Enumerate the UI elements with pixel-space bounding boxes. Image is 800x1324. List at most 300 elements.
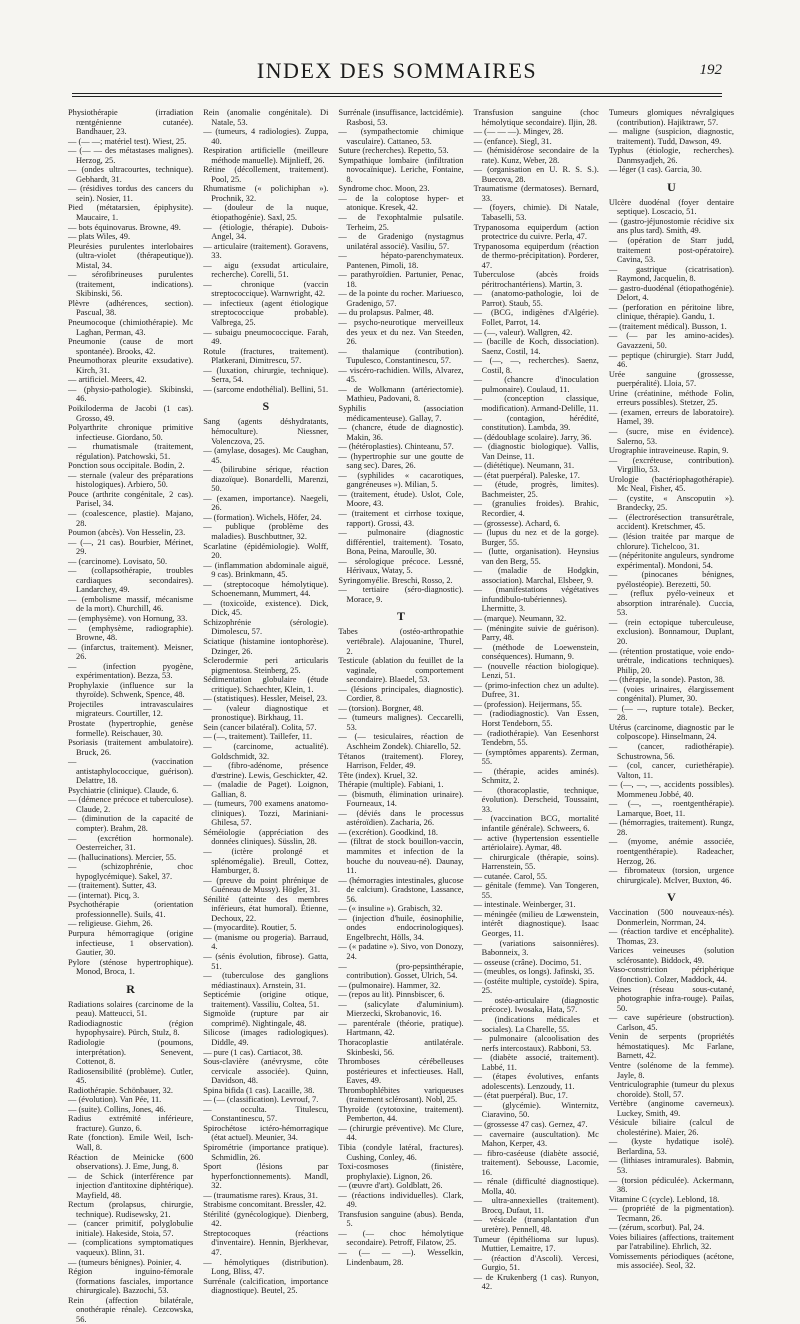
index-entry: — (marque). Neumann, 32.: [473, 613, 567, 623]
index-entry: Spirométrie (importance pratique). Schmidlin, 26.: [203, 1142, 329, 1162]
index-entry: Strabisme concomitant. Bressler, 42.: [203, 1200, 327, 1210]
index-entry: — (profession). Heijermans, 55.: [473, 699, 582, 709]
index-entry: — (hémorragies intestinales, glucose de calcium). Gradstone, Lassance, 56.: [338, 875, 464, 904]
index-entry: Prostate (hypertrophie, genèse formelle). Reischauer, 30.: [68, 719, 194, 738]
index-entry: — (cancer primitif, polyglobulie initiale). Hakeside, Stoia, 57.: [68, 1219, 194, 1238]
index-entry: — (infection pyogène, expérimentation). Bezza, 53.: [68, 661, 194, 681]
index-entry: Tuberculose (abcès froids péritrochantériens). Martin, 3.: [473, 270, 599, 289]
index-entry: — maligne (suspicion, diagnostic, traitement). Tudd, Dawson, 49.: [608, 127, 735, 146]
index-entry: — (chancre, étude de diagnostic). Makin, 36.: [338, 423, 464, 442]
page-number: 192: [699, 62, 722, 78]
index-entry: Pylore (sténose hypertrophique). Monod, Broca, 1.: [68, 957, 194, 977]
index-entry: Radiothérapie. Schönbauer, 32.: [68, 1085, 174, 1095]
index-entry: — (lithiases intramurales). Babmin, 53.: [608, 1156, 735, 1175]
index-entry: — (collapsothérapie, troubles cardiaques secondaires). Landarchey, 49.: [68, 566, 194, 595]
index-entry: Rate (fonction). Emile Weil, Isch-Wall, 8.: [68, 1133, 194, 1152]
index-entry: — sérofibrineuses purulentes (traitement, indications). Skibinski, 56.: [68, 270, 194, 299]
index-entry: — (toxicoïde, existence). Dick, Dick, 45.: [203, 598, 329, 618]
index-entry: — (contagion, hérédité, constitution). Lambda, 39.: [473, 413, 599, 433]
index-entry: — (bacille de Koch, dissociation). Saenz, Costil, 14.: [473, 337, 599, 356]
index-entry: Polyarthrite chronique primitive infectieuse. Giordano, 50.: [68, 423, 194, 442]
index-entry: Suture (recherches). Repetto, 53.: [338, 146, 449, 156]
index-entry: — (amylase, dosages). Mc Caughan, 45.: [203, 446, 329, 465]
index-entry: — (valeur diagnostique et pronostique). Birkhaug, 11.: [203, 703, 329, 723]
index-entry: Ventre (solénome de la femme). Jayle, 8.: [608, 1060, 735, 1080]
index-entry: — gastrique (cicatrisation). Raymond, Jacquelin, 8.: [608, 264, 735, 284]
index-entry: — (dédoublage scolaire). Jarry, 36.: [473, 432, 592, 442]
index-entry: — (carcinome, actualité). Goldschmidt, 32.: [203, 742, 329, 761]
index-entry: — (embolisme massif, mécanisme de la mort). Churchill, 46.: [68, 594, 194, 614]
index-entry: — (voies urinaires, élargissement congénital). Plumer, 30.: [608, 684, 735, 704]
index-entry: — (méningite suivie de guérison). Parry, 48.: [473, 623, 599, 643]
index-entry: — psycho-neurotique merveilleux des yeux et du nez. Van Steeden, 26.: [338, 318, 464, 347]
index-entry: Rétine (décollement, traitement). Pool, 25.: [203, 165, 329, 184]
page-header: [72, 52, 722, 88]
index-entry: Sciatique (histamine iontophorèse). Dzinger, 26.: [203, 636, 329, 656]
header-rule-bottom: [72, 96, 722, 97]
index-entry: Schizophrénie (sérologie). Dimolescu, 57.: [203, 617, 329, 637]
index-entry: — (torsion pédiculée). Ackermann, 38.: [608, 1175, 735, 1195]
index-entry: — cutanée. Carol, 55.: [473, 871, 548, 881]
index-entry: — (complications symptomatiques vaqueux). Blinn, 31.: [68, 1238, 194, 1257]
index-entry: Tabes (ostéo-arthropathie vertébrale). Alajouanine, Thurel, 2.: [338, 627, 464, 656]
index-entry: Thrombophlébites variqueuses (traitement sclérosant). Nobl, 25.: [338, 1085, 464, 1105]
index-entry: — (inflammation abdominale aiguë, 9 cas). Brinkmann, 45.: [203, 560, 329, 580]
index-entry: — (état puerpéral). Buc, 17.: [473, 1091, 568, 1101]
index-entry: — (propriété de la pigmentation). Tecmann, 26.: [608, 1204, 735, 1223]
index-entry: Réaction de Meinicke (600 observations). J. Eme, Jung, 8.: [68, 1152, 194, 1172]
index-entry: Vésicule biliaire (calcul de cholestérine). Maier, 26.: [608, 1118, 735, 1137]
index-entry: — (nouvelle réaction biologique). Lenzi, 51.: [473, 661, 599, 681]
index-entry: Thérapie (multiple). Fabiani, 1.: [338, 780, 444, 790]
index-entry: — (myocardite). Routier, 5.: [203, 923, 297, 933]
index-entry: — rénale (difficulté diagnostique). Molla, 40.: [473, 1177, 599, 1196]
index-entry: Physiothérapie (irradiation rœntgénienne cutanée). Bandhauer, 23.: [68, 108, 194, 137]
index-entry: — fibromateux (torsion, urgence chirurgicale). McIver, Buxton, 46.: [608, 866, 735, 885]
index-entry: — (tumeurs, 700 examens anatomo-cliniques). Tozzi, Mariniani-Ghilesa, 57.: [203, 799, 329, 828]
index-entry: Sein (cancer bilatéral). Colita, 57.: [203, 722, 317, 732]
index-entry: — (salicylate d'aluminium). Mierzecki, Skrobanovic, 16.: [338, 999, 464, 1019]
index-entry: — (variations saisonnières). Babonneix, 3.: [473, 938, 599, 958]
index-entry: — (diététique). Neumann, 31.: [473, 461, 575, 471]
index-entry: — (pro-pepsinthérapie, contribution). Gosset, Ulrich, 54.: [338, 961, 464, 981]
index-entry: Tétanos (traitement). Florey, Harrison, Felder, 49.: [338, 751, 464, 771]
index-entry: — (radiothérapie). Van Eesenhorst Tendebrn, 55.: [473, 728, 599, 748]
index-entry: Rhumatisme (« polichiphan »). Prochnik, 32.: [203, 184, 329, 203]
index-entry: — (réaction tardive et encéphalite). Thomas, 23.: [608, 927, 735, 946]
index-entry: Surrénale (calcification, importance diagnostique). Beutel, 25.: [203, 1276, 329, 1296]
index-entry: — parathyroïdien. Partunier, Penac, 18.: [338, 270, 464, 289]
index-entry: — (sucre, mise en évidence). Salerno, 53.: [608, 426, 735, 446]
index-entry: — méningée (milieu de Lœwenstein, intérêt diagnostique). Isaac Georges, 11.: [473, 909, 599, 939]
index-entry: — (statistiques). Hessler, Meisel, 23.: [203, 694, 328, 704]
index-entry: — (— — —). Mingev, 28.: [473, 127, 564, 137]
index-entry: Sénilité (atteinte des membres inférieurs, état humoral). Étienne, Dechoux, 22.: [203, 894, 329, 923]
index-entry: — sérologique précoce. Lessné, Hérivaux, Watay, 5.: [338, 556, 464, 576]
index-entry: — (manisme ou progeria). Barraud, 4.: [203, 932, 329, 952]
index-entry: — (schizophrénie, choc hypoglycémique). Sakel, 37.: [68, 862, 194, 881]
index-column: [338, 108, 464, 1267]
index-entry: — (—, —, roentgenthérapie). Lamarque, Boet, 11.: [608, 799, 735, 818]
index-entry: — (injection d'huile, éosinophilie, ondes endocrinologiques). Engelbrecht, Hölls, 34.: [338, 913, 464, 942]
index-entry: — (état puerpéral). Paleske, 17.: [473, 470, 580, 480]
index-entry: — (physio-pathologie). Skibinski, 46.: [68, 384, 194, 404]
index-entry: — (tumeurs, 4 radiologies). Zuppa, 40.: [203, 127, 329, 146]
index-entry: — (diagnostic biologique). Vallis, Van Deinse, 11.: [473, 442, 599, 461]
index-entry: Trypanosoma equiperdum (réaction de thermo-précipitation). Porderer, 47.: [473, 241, 599, 270]
index-entry: — (excrétion hormonale). Oesterreicher, 31.: [68, 833, 194, 853]
index-entry: Venin de serpents (propriétés hémostatiques). Mc Farlane, Barnett, 42.: [608, 1032, 735, 1061]
index-entry: — (suite). Collins, Jones, 46.: [68, 1104, 166, 1114]
index-entry: Radiations solaires (carcinome de la peau). Matteucci, 51.: [68, 999, 194, 1019]
index-entry: — (démence précoce et tuberculose). Claude, 2.: [68, 795, 194, 814]
index-entry: — (vaccination antistaphylococcique, guérison). Delattre, 18.: [68, 757, 194, 786]
index-entry: — (zérum, scorbut). Pal, 24.: [608, 1223, 705, 1233]
index-entry: — (col, cancer, curiethérapie). Valton, 11.: [608, 761, 735, 780]
index-entry: Pneumothorax pleurite exsudative). Kirch, 31.: [68, 356, 194, 375]
index-entry: — fibro-caséeuse (diabète associé, traitement). Sebousse, Lacomie, 16.: [473, 1148, 599, 1177]
index-entry: — peptique (chirurgie). Starr Judd, 46.: [608, 350, 735, 370]
index-entry: Septicémie (origine otique, traitement). Vassiliu, Coltea, 51.: [203, 990, 329, 1009]
index-entry: — (—, traitement). Taillefer, 11.: [203, 732, 313, 742]
index-entry: Surrénale (insuffisance, lactcidémie). Rasbosi, 53.: [338, 108, 464, 127]
index-entry: — plats Wiles, 49.: [68, 232, 131, 242]
section-letter: U: [667, 179, 676, 194]
index-entry: Transfusion sanguine (abus). Benda, 5.: [338, 1209, 464, 1229]
index-entry: — chirurgicale (thérapie, soins). Harrenstein, 55.: [473, 852, 599, 872]
index-entry: Séméiologie (appréciation des données cliniques). Süsslin, 28.: [203, 827, 329, 847]
index-entry: Plèvre (adhérences, section). Pascual, 38.: [68, 298, 194, 318]
index-entry: — (indications médicales et sociales). La Charelle, 55.: [473, 1014, 599, 1034]
index-entry: — (opération de Starr judd, traitement post-opératoire). Cavina, 53.: [608, 236, 735, 265]
index-entry: — (chancre d'inoculation pulmonaire). Coulaud, 11.: [473, 375, 599, 394]
index-entry: — (— par les amino-acides). Gavazzeni, 50.: [608, 331, 735, 351]
index-entry: — pure (1 cas). Cartiacot, 38.: [203, 1047, 303, 1057]
index-entry: — (électrorésection transurétrale, accident). Kretschmer, 45.: [608, 512, 735, 532]
index-entry: — ostéo-articulaire (diagnostic précoce). Iwosaka, Hata, 57.: [473, 995, 599, 1015]
index-entry: — (cystite, « Anscoputin »). Brandecky, 25.: [608, 493, 735, 513]
index-entry: — (tuberculose des ganglions médiastinaux). Arnstein, 31.: [203, 971, 329, 990]
index-entry: Vitamine C (cycle). Leblond, 18.: [608, 1194, 720, 1204]
index-entry: — (étapes évolutives, enfants adolescents). Lenzoudy, 11.: [473, 1072, 599, 1091]
index-entry: — tertiaire (séro-diagnostic). Morace, 9.: [338, 585, 464, 604]
index-column: [203, 108, 329, 1296]
index-entry: — rhumatismale (traitement, régulation). Patchowski, 51.: [68, 442, 194, 461]
index-entry: Voies biliaires (affections, traitement par l'atrabiline). Ehrlich, 32.: [608, 1232, 735, 1252]
index-entry: — (« insuline »). Grabisch, 32.: [338, 904, 443, 914]
index-entry: — (torsion). Borgner, 48.: [338, 703, 424, 713]
index-entry: — (grossesse 47 cas). Gernez, 47.: [473, 1119, 588, 1129]
index-entry: — (hémisidérose secondaire de la rate). Kunz, Weber, 28.: [473, 146, 599, 165]
index-entry: Typhus (étiologie, recherches). Danmsyadjeh, 26.: [608, 146, 735, 165]
index-entry: Ponction sous occipitale. Bodin, 2.: [68, 461, 185, 471]
index-entry: — bots équinovarus. Browne, 49.: [68, 222, 181, 232]
index-entry: — (—, —, recherches). Saenz, Costil, 8.: [473, 356, 599, 375]
index-entry: — (« padatine »). Sivo, von Donozy, 24.: [338, 942, 464, 962]
index-entry: — viscéro-rachidien. Wills, Alvarez, 45.: [338, 365, 464, 385]
index-entry: — (— —; matériel test). Wiest, 25.: [68, 136, 187, 146]
index-entry: — (symptômes apparents). Zerman, 55.: [473, 747, 599, 767]
index-entry: Stérilité (gynécologique). Dienberg, 42.: [203, 1209, 329, 1229]
index-entry: — (radiodiagnostic). Van Essen, Horst Tendeborn, 55.: [473, 709, 599, 728]
index-entry: — (foyers, chimie). Di Natale, Tabaselli, 53.: [473, 203, 599, 223]
index-entry: Projectiles intravasculaires migrateurs. Courtiller, 12.: [68, 699, 194, 719]
index-entry: — génitale (femme). Van Tongeren, 55.: [473, 881, 599, 900]
index-entry: — de Krukenberg (1 cas). Runyon, 42.: [473, 1272, 599, 1292]
index-entry: — (hémorragies, traitement). Rungz, 28.: [608, 818, 735, 837]
index-entry: — de Wolkmann (artériectomie). Mathieu, Padovani, 8.: [338, 384, 464, 404]
index-entry: Vertèbre (anginome caverneux). Luckey, Smith, 49.: [608, 1099, 735, 1118]
index-entry: — (— —, rupture totale). Becker, 28.: [608, 703, 735, 723]
index-entry: — occulta. Titulescu, Constantinescu, 57.: [203, 1104, 329, 1124]
index-entry: — (rétention prostatique, voie endo-urétrale, indications techniques). Philip, 20.: [608, 646, 735, 675]
index-entry: — (formation). Wichels, Höfer, 24.: [203, 512, 322, 522]
index-entry: — sternale (valeur des préparations histologiques). Arbiero, 50.: [68, 470, 194, 490]
index-entry: — (BCG, indigènes d'Algérie). Follet, Parrot, 14.: [473, 308, 599, 328]
section-letter: S: [262, 399, 270, 414]
index-entry: Rein (anomalie congénitale). Di Natale, 53.: [203, 108, 329, 127]
index-entry: — (lésions principales, diagnostic). Cordier, 8.: [338, 684, 464, 704]
index-entry: — (hallucinations). Mercier, 55.: [68, 852, 177, 862]
index-entry: — (— choc hémolytique secondaire). Petroff, Filatow, 25.: [338, 1228, 464, 1248]
index-entry: Pneumonie (cause de mort spontanée). Brooks, 42.: [68, 337, 194, 356]
index-entry: — (conception classique, modification). Armand-Delille, 11.: [473, 394, 599, 413]
index-entry: — (sénis évolution, fibrose). Gatta, 51.: [203, 952, 329, 971]
index-entry: Syndrome choc. Moon, 23.: [338, 184, 430, 194]
index-entry: Radiosensibilité (problème). Cutler, 45.: [68, 1066, 194, 1086]
index-entry: Pleurésies purulentes interlobaires (ultra-violet (thérapeutique)). Mistal, 34.: [68, 241, 194, 270]
index-entry: Sport (lésions par hyperfonctionnements). Mandl, 32.: [203, 1162, 329, 1191]
index-entry: Thromboses cérébelleuses postérieures et infectieuses. Hall, Eaves, 49.: [338, 1057, 464, 1086]
index-entry: Radiologie (poumons, interprétation). Senevent, Cottenot, 8.: [68, 1037, 194, 1067]
section-letter: R: [126, 981, 135, 996]
index-column: [608, 108, 735, 1271]
index-entry: Varices veineuses (solution sclérosante). Biddock, 49.: [608, 946, 735, 965]
index-entry: — religieuse. Giehm, 26.: [68, 919, 153, 929]
index-entry: Syringomyélie. Breschi, Rosso, 2.: [338, 575, 453, 585]
index-entry: — (grossesse). Achard, 6.: [473, 518, 561, 528]
index-entry: Ulcère duodénal (foyer dentaire septique). Loscacio, 51.: [608, 197, 735, 217]
index-entry: Toxi-cosmoses (finistère, prophylaxie). Lignon, 26.: [338, 1162, 464, 1181]
index-entry: Radius extrémité inférieure, fracture). Gunzo, 6.: [68, 1114, 194, 1133]
index-entry: Scarlatine (épidémiologie). Wolff, 20.: [203, 541, 329, 561]
index-entry: Sympathique lombaire (infiltration novocaïnique). Leriche, Fontaine, 8.: [338, 155, 464, 184]
index-entry: — (tumeurs malignes). Ceccarelli, 53.: [338, 713, 464, 732]
index-entry: — (hypertrophie sur une goutte de sang sec). Dares, 26.: [338, 451, 464, 471]
index-entry: — (thoracoplastie, technique, évolution). Derscheid, Toussaint, 33.: [473, 785, 599, 814]
index-entry: — intestinale. Weinberger, 31.: [473, 900, 576, 910]
index-entry: — (traitement et cirrhose toxique, rapport). Grossi, 43.: [338, 508, 464, 528]
index-entry: — (perforation en péritoine libre, clinique, thérapie). Gandu, 1.: [608, 302, 735, 322]
section-letter: V: [667, 890, 676, 905]
index-entry: Purpura hémorragique (origine infectieuse, 1 observation). Gautier, 30.: [68, 929, 194, 958]
index-entry: — (coalescence, plastie). Majano, 28.: [68, 508, 194, 528]
index-entry: — léger (1 cas). Garcia, 30.: [608, 165, 702, 175]
index-entry: Psoriasis (traitement ambulatoire). Bruck, 26.: [68, 738, 194, 757]
index-entry: — (évolution). Van Pée, 11.: [68, 1095, 162, 1105]
index-entry: — (réactions individuelles). Clark, 49.: [338, 1190, 464, 1210]
index-entry: Tête (index). Kruel, 32.: [338, 770, 418, 780]
index-entry: — de l'exophtalmie pulsatile. Terheim, 25.: [338, 213, 464, 232]
page-title: INDEX DES SOMMAIRES: [256, 58, 538, 83]
index-entry: — (cancer, radiothérapie). Schustrowna, 56.: [608, 742, 735, 761]
index-entry: — (chirurgie préventive). Mc Clure, 44.: [338, 1123, 464, 1143]
index-entry: Rotule (fractures, traitement). Platkerani, Dimitrescu, 57.: [203, 346, 329, 366]
index-entry: Trypanosoma equiperdum (action protectrice du cuivre. Perla, 47.: [473, 222, 599, 242]
index-entry: — infectieux (agent étiologique streptococcique probable). Valbrega, 25.: [203, 298, 329, 328]
index-entry: Urine (créatinine, méthode Folin, erreurs possibles). Stetzer, 25.: [608, 388, 735, 408]
index-entry: — osseuse (crâne). Docimo, 51.: [473, 957, 582, 967]
index-entry: — (repos au lit). Pinnsbiscer, 6.: [338, 990, 445, 1000]
index-entry: — (organisation en U. R. S. S.). Buecova, 28.: [473, 165, 599, 184]
index-entry: — thalamique (contribution). Tupulesco, Constantinescu, 57.: [338, 346, 464, 366]
index-entry: Ventriculographie (tumeur du plexus choroïde). Stoll, 57.: [608, 1080, 735, 1099]
index-entry: — (bismuth, élimination urinaire). Fourneaux, 14.: [338, 789, 464, 809]
index-entry: — (— — des métastases malignes). Herzog, 25.: [68, 146, 194, 165]
index-entry: — (ondes ultracourtes, technique). Gebhardt, 31.: [68, 165, 194, 184]
index-entry: — ultra-annexielles (traitement). Brocq, Dufaut, 11.: [473, 1196, 599, 1215]
index-entry: — de Gradenigo (nystagmus unilatéral associé). Vasiliu, 57.: [338, 232, 464, 251]
index-entry: — (vaccination BCG, mortalité infantile générale). Schweers, 6.: [473, 814, 599, 834]
index-entry: — (—, —, —, accidents possibles). Mommeneu Jobbé, 40.: [608, 780, 735, 799]
index-entry: — (réaction d'Ascoli). Vercesi, Gurgio, 51.: [473, 1253, 599, 1273]
index-entry: Thyroïde (cytotoxine, traitement). Pemberton, 44.: [338, 1104, 464, 1124]
index-entry: Vaso-constriction périphérique (fonction). Colzer, Maddock, 44.: [608, 965, 735, 985]
index-entry: — (kyste hydatique isolé). Berlardina, 53.: [608, 1137, 735, 1156]
index-entry: — (étude, progrès, limites). Bachmeister, 25.: [473, 480, 599, 499]
index-entry: Sclerodermie peri articularis pigmentosa. Steinberg, 25.: [203, 656, 329, 675]
index-entry: Pneumocoque (chimiothérapie). Mc Laghan, Perman, 43.: [68, 318, 194, 337]
index-entry: — aigu (exsudat articulaire, recherche). Corelli, 51.: [203, 260, 329, 280]
index-entry: Sang (agents déshydratants, hémoculture). Niessner, Volenczova, 25.: [203, 417, 329, 446]
index-entry: Testicule (ablation du feuillet de la vaginale, comportement secondaire). Blaedel, 53.: [338, 656, 464, 685]
index-entry: — (— tesiculaires, réaction de Aschheim Zondek). Chiarello, 52.: [338, 732, 464, 751]
index-entry: — pulmonaire (diagnostic différentiel, traitement). Tosato, Bona, Peina, Maroulle, 30.: [338, 528, 464, 557]
index-entry: — (internat). Picq, 3.: [68, 890, 140, 900]
index-entry: Urée sanguine (grossesse, puerpéralité). Lloia, 57.: [608, 369, 735, 389]
index-entry: Poikiloderma de Jacobi (1 cas). Grosso, 49.: [68, 403, 194, 423]
index-entry: — (népéritonite anguleurs, syndrome expérimental). Mondoni, 54.: [608, 551, 735, 570]
index-entry: — (preuve du point phrénique de Guéneau de Mussy). Högler, 31.: [203, 875, 329, 895]
index-entry: Rectum (prolapsus, chirurgie, technique). Rudisewsky, 21.: [68, 1200, 194, 1219]
index-entry: Utérus (carcinome, diagnostic par le colposcope). Hinselmann, 24.: [608, 722, 735, 742]
index-entry: — (— (classification). Levrouf, 7.: [203, 1095, 319, 1105]
index-entry: — (ostéite multiple, cystoïde). Spira, 25.: [473, 976, 599, 996]
index-entry: — (gastro-jéjunostomie récidive six ans plus tard). Smith, 49.: [608, 216, 735, 236]
index-entry: — (résidives tordus des cancers du sein). Nosier, 11.: [68, 184, 194, 203]
index-entry: — chronique (vaccin streptococcique). Warnwright, 42.: [203, 279, 329, 299]
index-entry: — (traumatisme rares). Kraus, 31.: [203, 1190, 318, 1200]
index-entry: — (déviés dans le processus astéroïdien). Zacharia, 26.: [338, 808, 464, 828]
index-entry: Sigmoïde (rupture par air comprimé). Nightingale, 48.: [203, 1009, 329, 1028]
index-entry: Radiodiagnostic (région hypophysaire). Pürch, Stulz, 8.: [68, 1018, 194, 1038]
index-entry: — (—, valeur). Wallgren, 42.: [473, 327, 573, 337]
index-entry: — (œuvre d'art). Goldblatt, 26.: [338, 1181, 443, 1191]
index-entry: — du prolapsus. Palmer, 48.: [338, 308, 434, 318]
section-letter: T: [397, 609, 406, 624]
index-entry: — (traitement). Sutter, 43.: [68, 881, 157, 891]
index-entry: — (streptocoque hémolytique). Schoenemann, Mummert, 44.: [203, 579, 329, 599]
index-entry: Spina bifida (1 cas). Lacaille, 38.: [203, 1085, 315, 1095]
index-entry: Vaccination (500 nouveaux-nés). Donmerlein, Norrman, 24.: [608, 908, 735, 927]
index-entry: — (douleur de la nuque, étiopathogénie). Saxl, 25.: [203, 203, 329, 223]
index-entry: Pouce (arthrite congénitale, 2 cas). Parisel, 34.: [68, 489, 194, 509]
index-column: [68, 108, 194, 1324]
index-entry: — (manifestations végétatives infundibulo-tubériennes). Lhermitte, 3.: [473, 585, 599, 614]
index-entry: — (excréteuse, contribution). Virgillio, 53.: [608, 455, 735, 475]
index-entry: — hémolytiques (distribution). Long, Bliss, 47.: [203, 1257, 329, 1277]
index-entry: — (maladie de Hodgkin, association). Marchal, Elsbeer, 9.: [473, 566, 599, 585]
index-entry: — (bilirubine sérique, réaction diazoïque). Bonardelli, Marenzi, 50.: [203, 465, 329, 494]
index-entry: Urographie intraveineuse. Rapin, 9.: [608, 446, 729, 456]
index-entry: — (examen, erreurs de laboratoire). Hamel, 39.: [608, 407, 735, 427]
index-entry: Syphilis (association médicamenteuse). Gallay, 7.: [338, 403, 464, 423]
index-entry: — (syphilides « cacarotiques, gangréneuses »). Milian, 5.: [338, 470, 464, 490]
index-entry: — (—, 21 cas). Bourbier, Mérinet, 29.: [68, 537, 194, 557]
index-entry: — (glycémie). Winternitz, Ciaravino, 50.: [473, 1100, 599, 1120]
index-entry: — (méthode de Loewenstein, conséquences). Humann, 9.: [473, 642, 599, 662]
index-entry: — (infarctus, traitement). Meisner, 26.: [68, 642, 194, 662]
index-entry: — de la coloptose hyper- et atonique. Kresek, 42.: [338, 193, 464, 213]
index-entry: Sous-clavière (anévrysme, côte cervicale associée). Quinn, Davidson, 48.: [203, 1057, 329, 1086]
index-entry: — cave supérieure (obstruction). Carlson, 45.: [608, 1013, 735, 1032]
index-entry: Transfusion sanguine (choc hémolytique secondaire). Iljin, 28.: [473, 108, 599, 127]
index-entry: — (diminution de la capacité de compter). Brahm, 28.: [68, 814, 194, 834]
index-entry: — vésicale (transplantation d'un uretère). Pennell, 48.: [473, 1215, 599, 1234]
index-entry: — (ictère prolongé et splénomégalie). Breull, Cottez, Hamburger, 8.: [203, 847, 329, 876]
index-entry: — (excrétion). Goodkind, 18.: [338, 827, 438, 837]
index-entry: — (hétéroplasties). Chinteanu, 57.: [338, 442, 454, 452]
index-entry: Tumeurs glomiques névralgiques (contribution). Hajiktrawr, 57.: [608, 108, 735, 127]
index-entry: — (granulies froides). Brahic, Recordier, 4.: [473, 499, 599, 518]
index-entry: — artificiel. Meers, 42.: [68, 375, 147, 385]
index-entry: — (myome, anémie associée, roentgenthérapie). Radeacher, Herzog, 26.: [608, 837, 735, 866]
index-entry: Psychiatrie (clinique). Claude, 6.: [68, 785, 179, 795]
index-entry: Silicose (images radiologiques). Diddle, 49.: [203, 1028, 329, 1047]
index-entry: — (sarcome endothélial). Bellini, 51.: [203, 384, 329, 394]
index-entry: — (traitement médical). Busson, 1.: [608, 321, 727, 331]
index-entry: Veines (réseau sous-cutané, photographie infra-rouge). Pailas, 50.: [608, 984, 735, 1013]
index-entry: — (traitement, étude). Uslot, Cole, Moore, 43.: [338, 489, 464, 509]
index-entry: — (emphysème, radiographie). Browne, 48.: [68, 623, 194, 643]
index-entry: — gastro-duodénal (étiopathogénie). Delort, 4.: [608, 283, 735, 303]
index-entry: — de Schick (interférence par injection d'antitoxine diphtérique). Mayfield, 48.: [68, 1171, 194, 1200]
index-entry: — subaigu pneumococcique. Farah, 49.: [203, 327, 329, 347]
index-entry: — (carcinome). Lovisato, 50.: [68, 556, 168, 566]
index-entry: Respiration artificielle (meilleure méthode manuelle). Mijnlieff, 26.: [203, 146, 329, 165]
index-entry: — (emphysème). von Hornung, 33.: [68, 613, 188, 623]
index-entry: — hépato-parenchymateux. Pantenen, Pimoli, 18.: [338, 251, 464, 270]
index-entry: — (enfance). Siegl, 31.: [473, 136, 552, 146]
index-entry: — (diabète associé, traitement). Labbé, 11.: [473, 1053, 599, 1072]
index-entry: — (lésion traitée par marque de chlorure). Tichelcoo, 31.: [608, 531, 735, 551]
index-entry: — (primo-infection chez un adulte). Dufree, 31.: [473, 680, 599, 700]
index-entry: — (lupus du nez et de la gorge). Burger, 55.: [473, 528, 599, 547]
index-entry: Traumatisme (dermatoses). Bernard, 33.: [473, 184, 599, 203]
index-entry: Poumon (abcès). Von Hesselin, 23.: [68, 528, 186, 538]
index-entry: — (étiologie, thérapie). Dubois-Angel, 34.: [203, 222, 329, 242]
index-entry: — (fibro-adénome, présence d'œstrine). Lewis, Geschickter, 42.: [203, 761, 329, 780]
index-entry: — (maladie de Paget). Loignon, Gallian, 8.: [203, 780, 329, 799]
index-entry: — (pulmonaire). Hammer, 32.: [338, 980, 441, 990]
index-entry: — de la pointe du rocher. Mariuesco, Gradenigo, 57.: [338, 289, 464, 308]
index-entry: Streptocoques (réactions d'inventaire). Hennin, Bjerkhevar, 47.: [203, 1228, 329, 1257]
index-entry: — (examen, importance). Naegeli, 26.: [203, 493, 329, 513]
index-entry: Thoracoplastie antilatérale. Skinbeski, 56.: [338, 1037, 464, 1057]
index-entry: — (thérapie, acides aminés). Schmitz, 2.: [473, 766, 599, 786]
index-entry: Région inguino-fémorale (formations fasciales, importance chirurgicale). Bazzochi, 53.: [68, 1267, 194, 1296]
index-entry: — (filtrat de stock bouillon-vaccin, mammites et infection de la bouche du nouveau-né). Daunay, 11.: [338, 837, 464, 876]
